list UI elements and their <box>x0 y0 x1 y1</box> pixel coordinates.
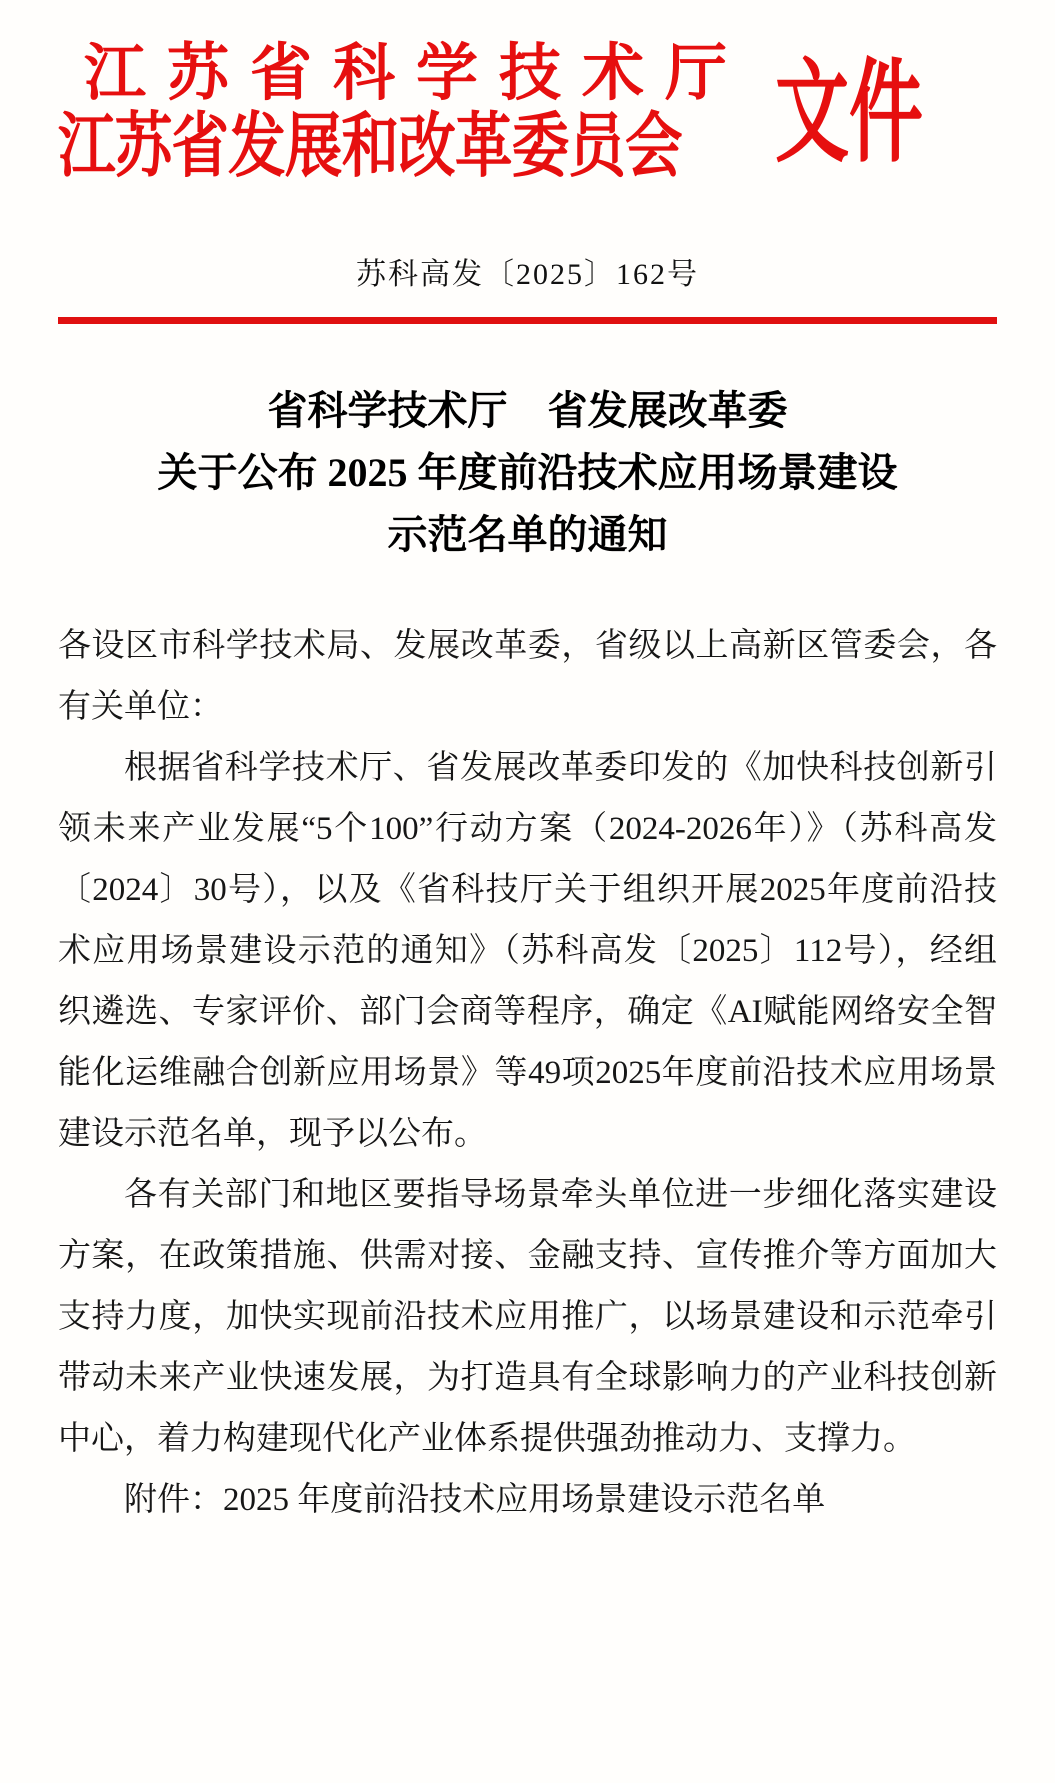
agency-name-line2: 江苏省发展和改革委员会 <box>58 107 682 186</box>
red-separator-rule <box>58 317 997 324</box>
document-title-line2: 关于公布 2025 年度前沿技术应用场景建设 <box>157 449 898 495</box>
document-body <box>58 616 997 1531</box>
document-number: 苏科高发〔2025〕162号 <box>356 257 699 291</box>
document-title-line1: 省科学技术厅 省发展改革委 <box>267 387 788 433</box>
attachment-line: 附件：2025 年度前沿技术应用场景建设示范名单 <box>124 1481 826 1518</box>
document-title-line3: 示范名单的通知 <box>387 511 668 557</box>
body-paragraph-1: 根据省科学技术厅、省发展改革委印发的《加快科技创新引领未来产业发展“5个100”行动方案（2024-2026年）》（苏科高发〔2024〕30号），以及《省科技厅关于组织开展2025年度前沿技术应用场景建设示范的通知》（苏科高发〔2025〕112号），经组织遴选、专家评价、部门会商等程序，确定《AI赋能网络安全智能化运维融合创新应用场景》等49项2025年度前沿技术应用场景建设示范名单，现予以公布。 <box>58 749 997 1152</box>
document-title <box>58 380 997 566</box>
body-paragraph-2: 各有关部门和地区要指导场景牵头单位进一步细化落实建设方案，在政策措施、供需对接、金融支持、宣传推介等方面加大支持力度，加快实现前沿技术应用推广，以场景建设和示范牵引带动未来产业快速发展，为打造具有全球影响力的产业科技创新中心，着力构建现代化产业体系提供强劲推动力、支撑力。 <box>58 1176 997 1457</box>
agency-name-line1: 江苏省科学技术厅 <box>84 40 749 108</box>
issuing-agencies <box>58 40 751 186</box>
document-label: 文件 <box>775 52 923 177</box>
salutation-paragraph: 各设区市科学技术局、发展改革委，省级以上高新区管委会，各有关单位： <box>58 627 997 725</box>
letterhead <box>58 40 997 186</box>
